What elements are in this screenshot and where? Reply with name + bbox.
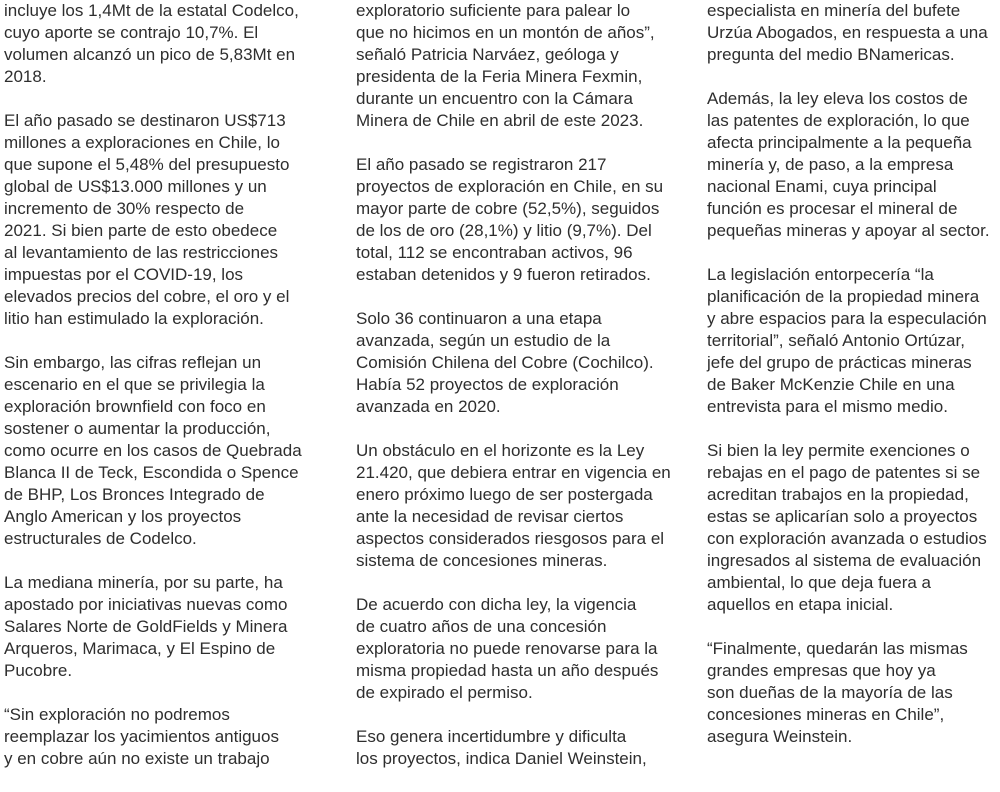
- text-line: 2021. Si bien parte de esto obedece: [4, 221, 278, 240]
- paragraph: [707, 638, 990, 748]
- text-line: estructurales de Codelco.: [4, 529, 197, 548]
- text-line: pequeñas mineras y apoyar al sector.: [707, 221, 990, 240]
- text-line: minería y, de paso, a la empresa: [707, 155, 954, 174]
- text-column-2: [356, 0, 671, 792]
- text-line: global de US$13.000 millones y un: [4, 177, 267, 196]
- text-line: La mediana minería, por su parte, ha: [4, 573, 283, 592]
- text-line: al levantamiento de las restricciones: [4, 243, 279, 262]
- text-line: total, 112 se encontraban activos, 96: [356, 243, 633, 262]
- paragraph: [4, 110, 302, 330]
- text-line: sostener o aumentar la producción,: [4, 419, 271, 438]
- text-line: incremento de 30% respecto de: [4, 199, 245, 218]
- text-line: Había 52 proyectos de exploración: [356, 375, 619, 394]
- text-line: como ocurre en los casos de Quebrada: [4, 441, 302, 460]
- text-line: Además, la ley eleva los costos de: [707, 89, 968, 108]
- text-line: ante la necesidad de revisar ciertos: [356, 507, 624, 526]
- text-line: exploratoria no puede renovarse para la: [356, 639, 658, 658]
- text-line: son dueñas de la mayoría de las: [707, 683, 953, 702]
- text-line: especialista en minería del bufete: [707, 1, 961, 20]
- text-line: cuyo aporte se contrajo 10,7%. El: [4, 23, 259, 42]
- text-line: las patentes de exploración, lo que: [707, 111, 970, 130]
- paragraph: [707, 88, 990, 242]
- text-line: grandes empresas que hoy ya: [707, 661, 936, 680]
- text-line: de los de oro (28,1%) y litio (9,7%). Del: [356, 221, 652, 240]
- text-line: los proyectos, indica Daniel Weinstein,: [356, 749, 647, 768]
- text-line: El año pasado se registraron 217: [356, 155, 607, 174]
- text-line: de BHP, Los Bronces Integrado de: [4, 485, 265, 504]
- text-line: estas se aplicarían solo a proyectos: [707, 507, 978, 526]
- text-line: Arqueros, Marimaca, y El Espino de: [4, 639, 276, 658]
- text-line: Eso genera incertidumbre y dificulta: [356, 727, 627, 746]
- text-line: de Baker McKenzie Chile en una: [707, 375, 955, 394]
- text-line: estaban detenidos y 9 fueron retirados.: [356, 265, 651, 284]
- text-line: De acuerdo con dicha ley, la vigencia: [356, 595, 637, 614]
- text-line: apostado por iniciativas nuevas como: [4, 595, 288, 614]
- text-line: escenario en el que se privilegia la: [4, 375, 265, 394]
- text-column-3: [707, 0, 990, 770]
- text-line: pregunta del medio BNamericas.: [707, 45, 955, 64]
- text-line: señaló Patricia Narváez, geóloga y: [356, 45, 619, 64]
- text-line: sistema de concesiones mineras.: [356, 551, 608, 570]
- text-line: Comisión Chilena del Cobre (Cochilco).: [356, 353, 654, 372]
- text-line: planificación de la propiedad minera: [707, 287, 980, 306]
- text-line: Anglo American y los proyectos: [4, 507, 242, 526]
- text-line: ambiental, lo que deja fuera a: [707, 573, 931, 592]
- text-line: Si bien la ley permite exenciones o: [707, 441, 970, 460]
- text-line: avanzada, según un estudio de la: [356, 331, 611, 350]
- text-line: que no hicimos en un montón de años”,: [356, 23, 655, 42]
- paragraph: [356, 440, 671, 572]
- text-line: millones a exploraciones en Chile, lo: [4, 133, 280, 152]
- paragraph: [4, 352, 302, 550]
- paragraph: [707, 0, 990, 66]
- text-line: y en cobre aún no existe un trabajo: [4, 749, 270, 768]
- text-line: Un obstáculo en el horizonte es la Ley: [356, 441, 645, 460]
- paragraph: [707, 440, 990, 616]
- text-line: entrevista para el mismo medio.: [707, 397, 948, 416]
- text-column-1: [4, 0, 302, 792]
- paragraph: [356, 726, 671, 770]
- text-line: 21.420, que debiera entrar en vigencia en: [356, 463, 671, 482]
- text-line: durante un encuentro con la Cámara: [356, 89, 633, 108]
- paragraph: [356, 0, 671, 132]
- text-line: Sin embargo, las cifras reflejan un: [4, 353, 262, 372]
- text-line: de cuatro años de una concesión: [356, 617, 607, 636]
- text-line: rebajas en el pago de patentes si se: [707, 463, 981, 482]
- text-line: 2018.: [4, 67, 47, 86]
- text-line: y abre espacios para la especulación: [707, 309, 987, 328]
- text-line: presidenta de la Feria Minera Fexmin,: [356, 67, 643, 86]
- text-line: nacional Enami, cuya principal: [707, 177, 937, 196]
- text-line: “Sin exploración no podremos: [4, 705, 230, 724]
- text-line: aspectos considerados riesgosos para el: [356, 529, 665, 548]
- text-line: exploratorio suficiente para palear lo: [356, 1, 631, 20]
- text-line: Minera de Chile en abril de este 2023.: [356, 111, 644, 130]
- paragraph: [356, 308, 671, 418]
- text-line: acreditan trabajos en la propiedad,: [707, 485, 969, 504]
- text-line: ingresados al sistema de evaluación: [707, 551, 982, 570]
- text-line: elevados precios del cobre, el oro y el: [4, 287, 290, 306]
- text-line: Blanca II de Teck, Escondida o Spence: [4, 463, 299, 482]
- text-line: El año pasado se destinaron US$713: [4, 111, 286, 130]
- text-line: misma propiedad hasta un año después: [356, 661, 659, 680]
- text-line: función es procesar el mineral de: [707, 199, 958, 218]
- text-line: incluye los 1,4Mt de la estatal Codelco,: [4, 1, 299, 20]
- text-line: volumen alcanzó un pico de 5,83Mt en: [4, 45, 296, 64]
- text-line: territorial”, señaló Antonio Ortúzar,: [707, 331, 965, 350]
- paragraph: [4, 704, 302, 770]
- paragraph: [356, 594, 671, 704]
- text-line: con exploración avanzada o estudios: [707, 529, 987, 548]
- paragraph: [356, 154, 671, 286]
- paragraph: [4, 572, 302, 682]
- text-line: “Finalmente, quedarán las mismas: [707, 639, 968, 658]
- paragraph: [4, 0, 302, 88]
- text-line: avanzada en 2020.: [356, 397, 501, 416]
- text-line: proyectos de exploración en Chile, en su: [356, 177, 664, 196]
- text-line: afecta principalmente a la pequeña: [707, 133, 972, 152]
- text-line: Urzúa Abogados, en respuesta a una: [707, 23, 988, 42]
- text-line: que supone el 5,48% del presupuesto: [4, 155, 290, 174]
- paragraph: [707, 264, 990, 418]
- text-line: de expirado el permiso.: [356, 683, 533, 702]
- text-line: litio han estimulado la exploración.: [4, 309, 264, 328]
- text-line: Pucobre.: [4, 661, 73, 680]
- text-line: asegura Weinstein.: [707, 727, 853, 746]
- text-line: jefe del grupo de prácticas mineras: [707, 353, 972, 372]
- text-line: Solo 36 continuaron a una etapa: [356, 309, 602, 328]
- text-line: exploración brownfield con foco en: [4, 397, 266, 416]
- text-line: reemplazar los yacimientos antiguos: [4, 727, 279, 746]
- text-line: La legislación entorpecería “la: [707, 265, 934, 284]
- text-line: mayor parte de cobre (52,5%), seguidos: [356, 199, 660, 218]
- text-line: aquellos en etapa inicial.: [707, 595, 894, 614]
- text-line: impuestas por el COVID-19, los: [4, 265, 244, 284]
- text-line: Salares Norte de GoldFields y Minera: [4, 617, 288, 636]
- text-line: enero próximo luego de ser postergada: [356, 485, 653, 504]
- text-line: concesiones mineras en Chile”,: [707, 705, 945, 724]
